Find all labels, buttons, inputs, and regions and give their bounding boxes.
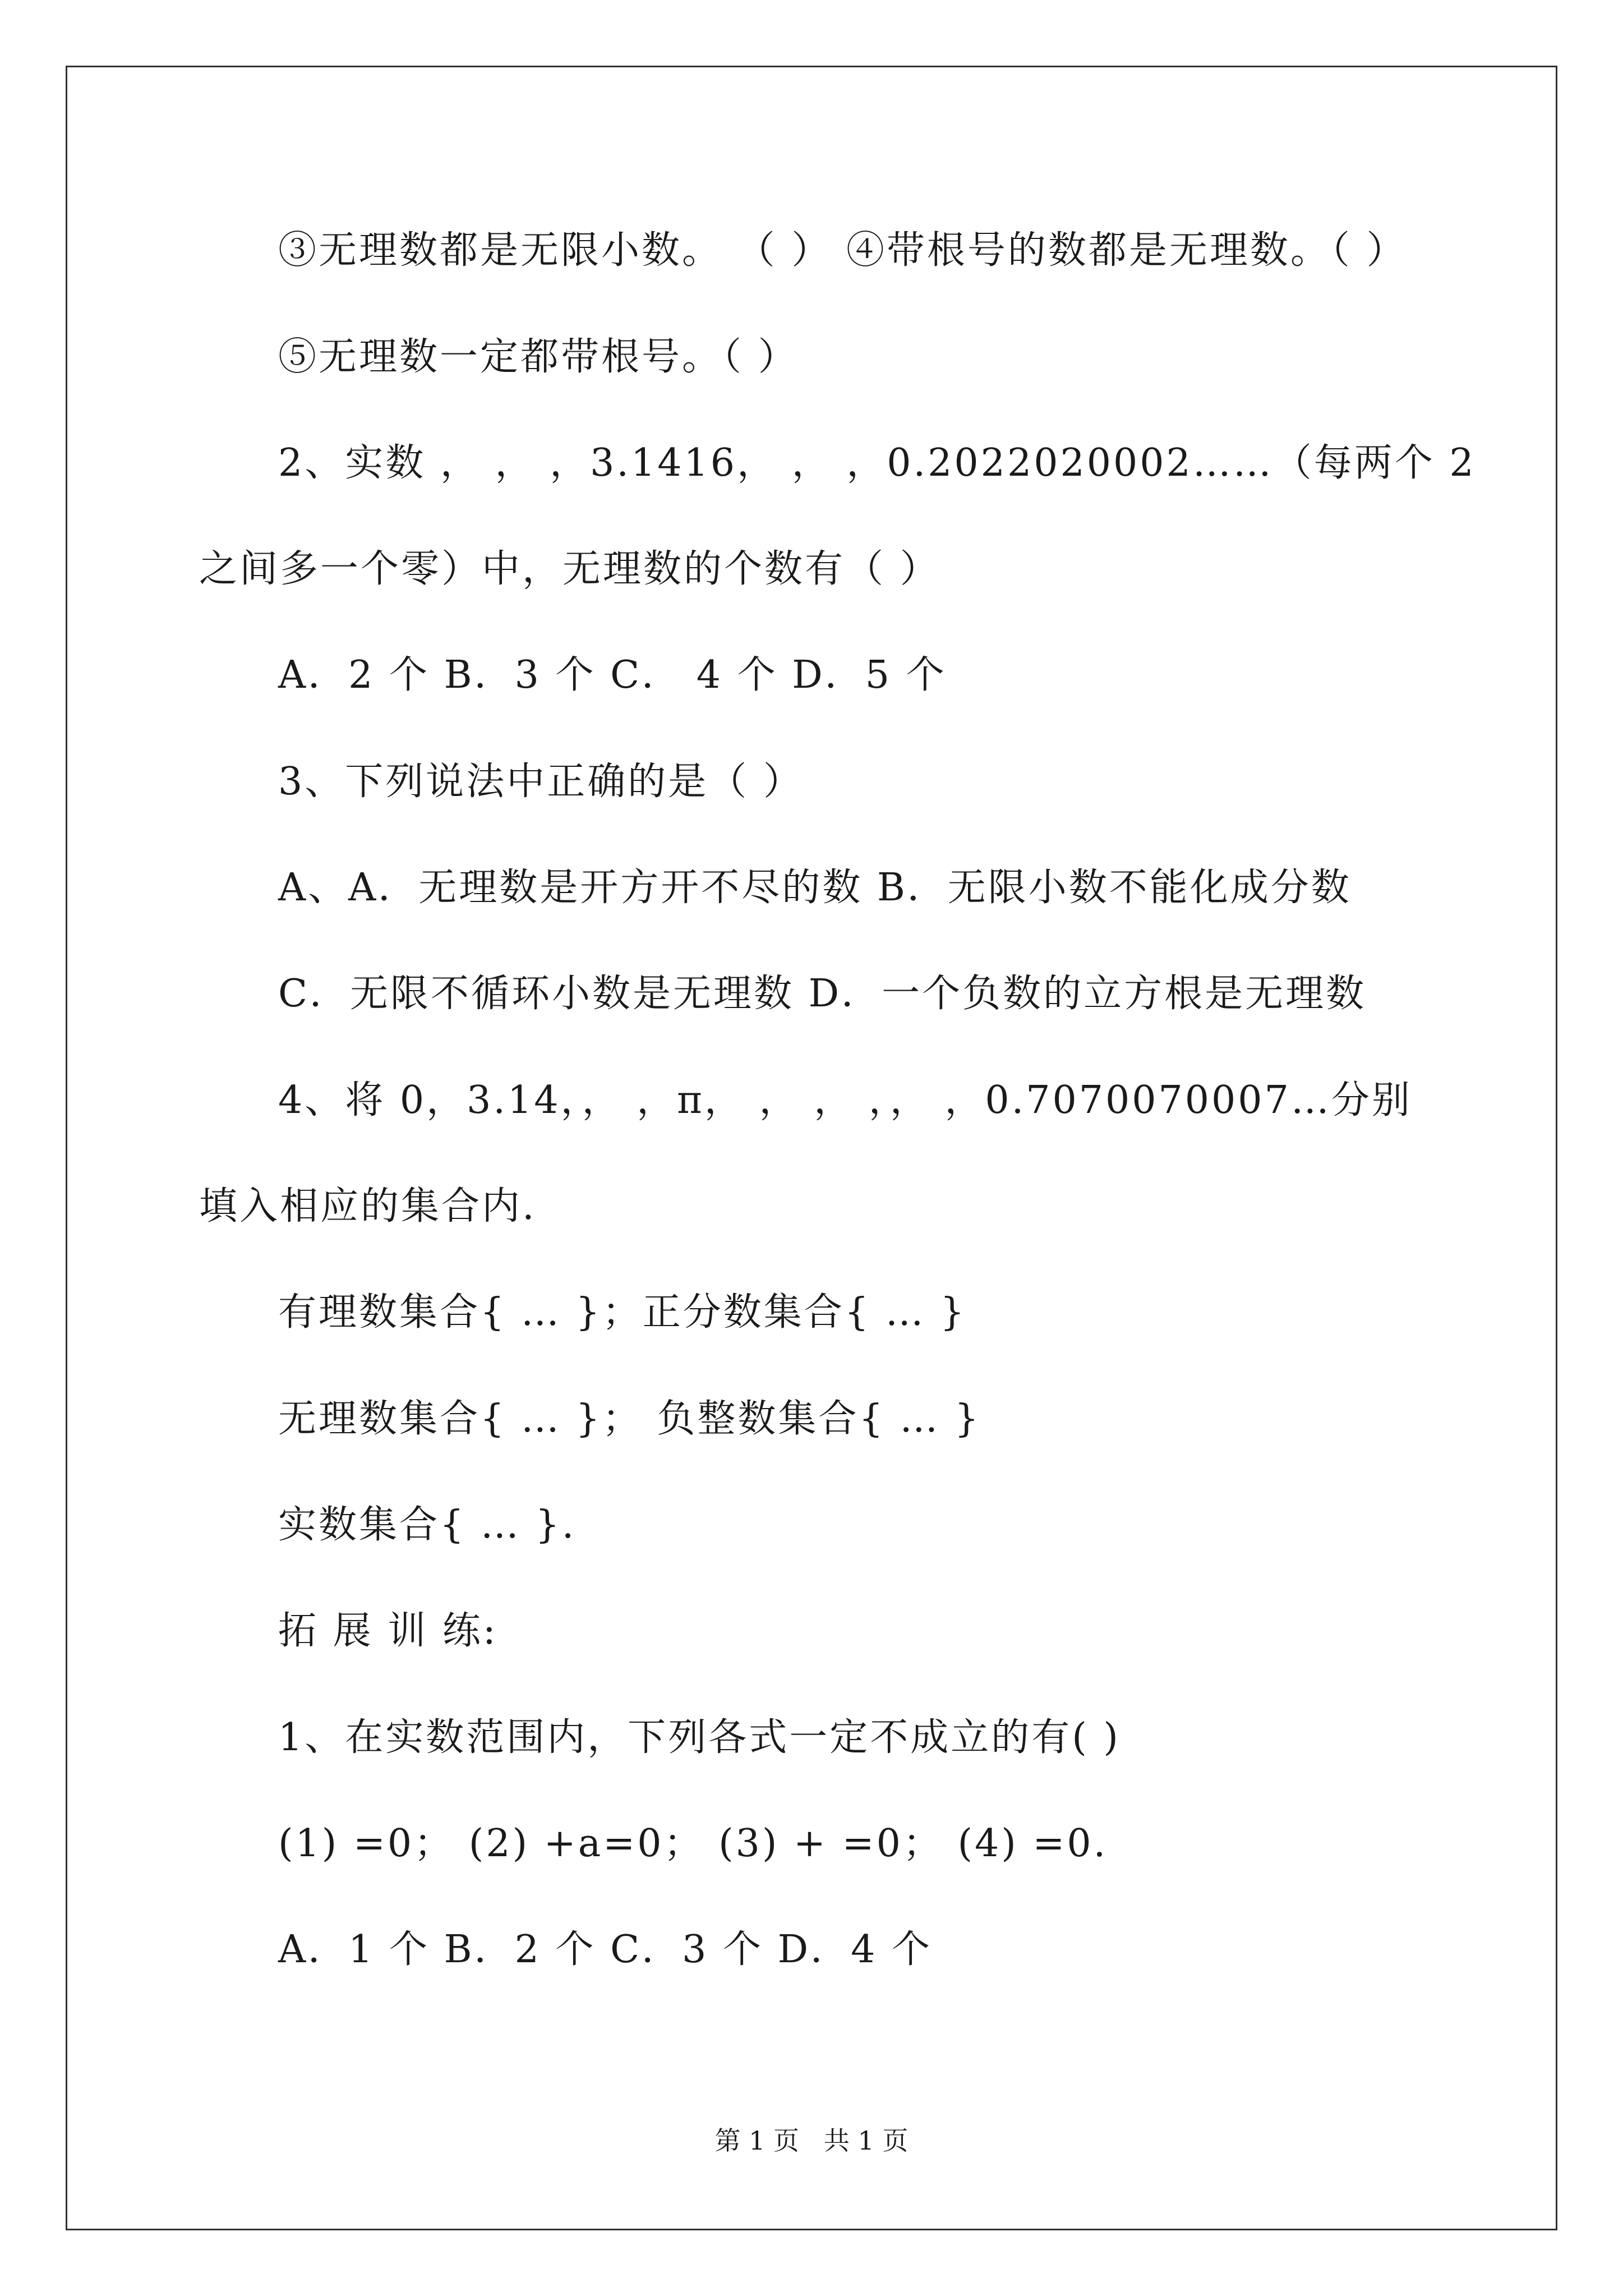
page-border: [66, 66, 1557, 2230]
text-line: A、A．无理数是开方开不尽的数 B．无限小数不能化成分数: [278, 866, 1352, 910]
text-line: 3、下列说法中正确的是（ ）: [278, 760, 804, 804]
text-line: (1) =0； (2) +a=0； (3) + =0； (4) =0.: [278, 1821, 1108, 1866]
text-line: 填入相应的集合内.: [199, 1184, 537, 1228]
text-line: 实数集合{ … }.: [278, 1503, 577, 1547]
page-footer: 第 1 页 共 1 页: [714, 2125, 909, 2156]
section-heading: 拓 展 训 练:: [278, 1609, 498, 1653]
text-line: 有理数集合{ … }；正分数集合{ … }: [278, 1290, 967, 1335]
text-line: 2、实数 ， ， ，3.1416， ， ，0.2022020002……（每两个 2: [278, 441, 1476, 485]
text-line: C．无限不循环小数是无理数 D．一个负数的立方根是无理数: [278, 972, 1367, 1016]
text-line: 1、在实数范围内，下列各式一定不成立的有( ): [278, 1715, 1121, 1760]
text-line: A．2 个 B．3 个 C． 4 个 D．5 个: [278, 653, 947, 697]
text-line: ⑤无理数一定都带根号。（ ）: [278, 335, 799, 379]
text-line: 无理数集合{ … }； 负整数集合{ … }: [278, 1397, 981, 1441]
text-line: A．1 个 B．2 个 C．3 个 D．4 个: [278, 1927, 932, 1972]
text-line: 之间多一个零）中，无理数的个数有（ ）: [199, 547, 940, 591]
text-line: ③无理数都是无限小数。 （ ） ④带根号的数都是无理数。（ ）: [278, 228, 1407, 273]
text-line: 4、将 0，3.14，， ，π， ， ， ，， ，0.7070070007…分别: [278, 1078, 1412, 1122]
